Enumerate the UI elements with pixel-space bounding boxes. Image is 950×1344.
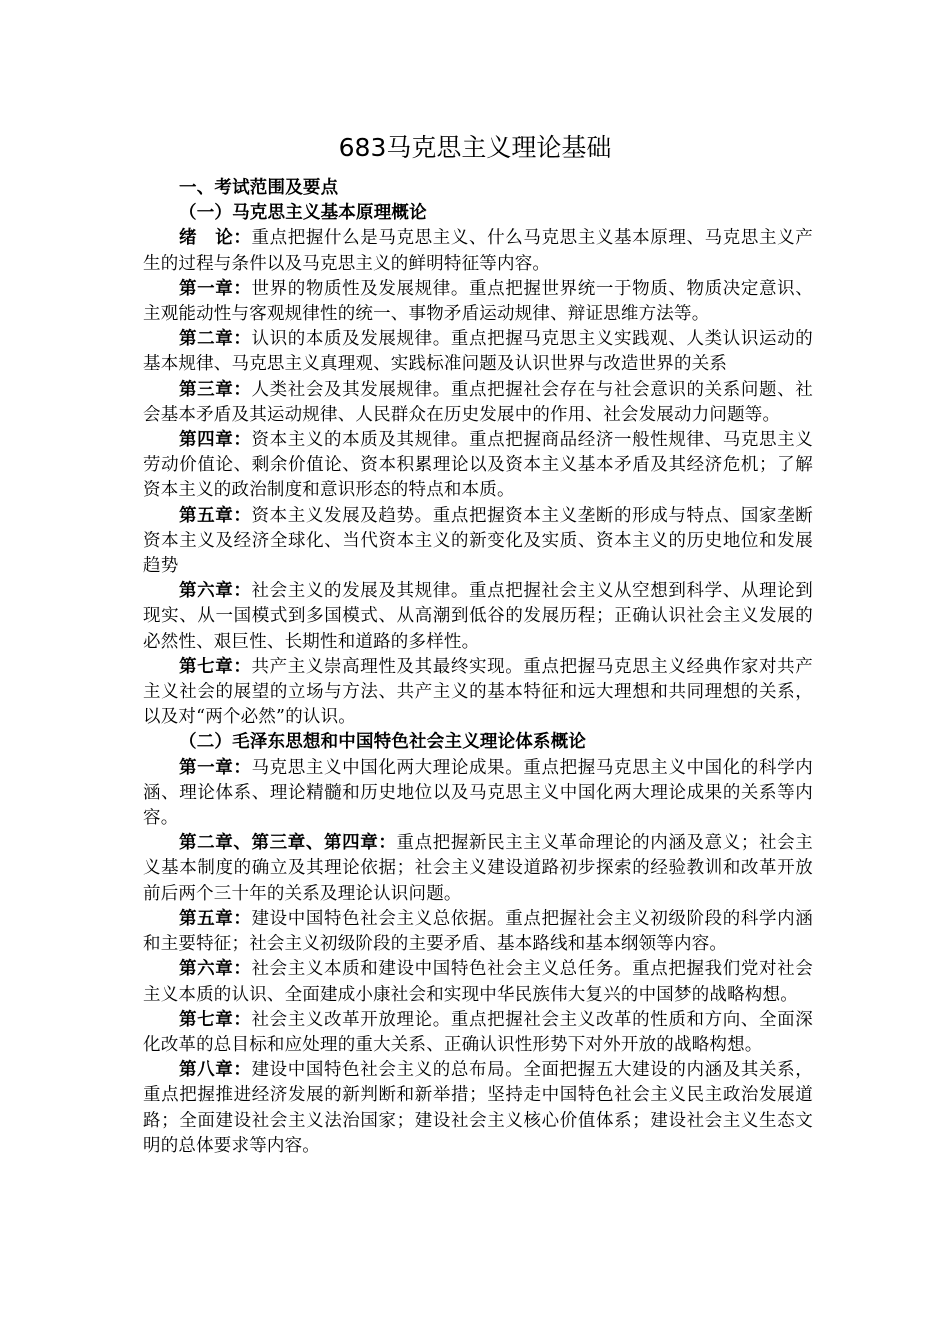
- chapter-label: 第一章：: [179, 278, 252, 299]
- part1-item-1: [143, 277, 813, 327]
- chapter-label: 第二章、第三章、第四章：: [179, 833, 397, 854]
- chapter-text: 共产主义崇高理性及其最终实现。重点把握马克思主义经典作家对共产主义社会的展望的立场与方法、共产主义的基本特征和远大理想和共同理想的关系，以及对“两个必然”的认识。: [143, 656, 813, 728]
- chapter-label: 第五章：: [179, 505, 252, 526]
- chapter-label: 第二章：: [179, 329, 252, 350]
- document-body: [143, 176, 813, 1159]
- part1-item-3: [143, 378, 813, 428]
- part1-item-4: [143, 428, 813, 504]
- chapter-text: 重点把握什么是马克思主义、什么马克思主义基本原理、马克思主义产生的过程与条件以及马克思主义的鲜明特征等内容。: [143, 228, 813, 274]
- part2-item-4: [143, 1008, 813, 1058]
- part1-item-7: [143, 655, 813, 731]
- part1-item-6: [143, 579, 813, 655]
- part1-item-0: [143, 226, 813, 276]
- section-heading: 一、考试范围及要点: [179, 178, 339, 198]
- part2-item-0: [143, 756, 813, 832]
- chapter-label: 第五章：: [179, 908, 252, 929]
- chapter-text: 世界的物质性及发展规律。重点把握世界统一于物质、物质决定意识、主观能动性与客观规律性的统一、事物矛盾运动规律、辩证思维方法等。: [143, 278, 813, 325]
- chapter-text: 认识的本质及发展规律。重点把握马克思主义实践观、人类认识运动的基本规律、马克思主义真理观、实践标准问题及认识世界与改造世界的关系: [143, 329, 813, 375]
- chapter-text: 社会主义本质和建设中国特色社会主义总任务。重点把握我们党对社会主义本质的认识、全面建成小康社会和实现中华民族伟大复兴的中国梦的战略构想。: [143, 959, 813, 1005]
- part2-item-5: [143, 1058, 813, 1159]
- part2-item-1: [143, 831, 813, 907]
- chapter-text: 人类社会及其发展规律。重点把握社会存在与社会意识的关系问题、社会基本矛盾及其运动规律、人民群众在历史发展中的作用、社会发展动力问题等。: [143, 379, 813, 425]
- chapter-text: 重点把握新民主主义革命理论的内涵及意义；社会主义基本制度的确立及其理论依据；社会主义建设道路初步探索的经验教训和改革开放前后两个三十年的关系及理论认识问题。: [143, 833, 813, 904]
- document-title: 683马克思主义理论基础: [338, 133, 612, 162]
- part1-heading: （一）马克思主义基本原理概论: [179, 203, 427, 224]
- part2-heading: （二）毛泽东思想和中国特色社会主义理论体系概论: [179, 732, 587, 753]
- chapter-text: 社会主义改革开放理论。重点把握社会主义改革的性质和方向、全面深化改革的总目标和应处理的重大关系、正确认识性形势下对外开放的战略构想。: [143, 1009, 813, 1055]
- chapter-text: 资本主义发展及趋势。重点把握资本主义垄断的形成与特点、国家垄断资本主义及经济全球化、当代资本主义的新变化及实质、资本主义的历史地位和发展趋势: [143, 505, 813, 577]
- part1-item-2: [143, 327, 813, 377]
- chapter-text: 社会主义的发展及其规律。重点把握社会主义从空想到科学、从理论到现实、从一国模式到多国模式、从高潮到低谷的发展历程；正确认识社会主义发展的必然性、艰巨性、长期性和道路的多样性。: [143, 581, 813, 652]
- chapter-label: 第七章：: [179, 656, 252, 677]
- chapter-text: 建设中国特色社会主义的总布局。全面把握五大建设的内涵及其关系，重点把握推进经济发展的新判断和新举措；坚持走中国特色社会主义民主政治发展道路；全面建设社会主义法治国家；建设社会主义核心价值体系；建设社会主义生态文明的总体要求等内容。: [143, 1060, 813, 1156]
- chapter-label: 第一章：: [179, 757, 252, 778]
- chapter-label: 第六章：: [179, 581, 252, 602]
- chapter-text: 资本主义的本质及其规律。重点把握商品经济一般性规律、马克思主义劳动价值论、剩余价值论、资本积累理论以及资本主义基本矛盾及其经济危机；了解资本主义的政治制度和意识形态的特点和本质。: [143, 430, 813, 501]
- chapter-text: 马克思主义中国化两大理论成果。重点把握马克思主义中国化的科学内涵、理论体系、理论精髓和历史地位以及马克思主义中国化两大理论成果的关系等内容。: [143, 757, 813, 829]
- chapter-label: 第八章：: [179, 1060, 252, 1081]
- part2-item-2: [143, 907, 813, 957]
- chapter-text: 建设中国特色社会主义总依据。重点把握社会主义初级阶段的科学内涵和主要特征；社会主义初级阶段的主要矛盾、基本路线和基本纲领等内容。: [143, 908, 813, 955]
- chapter-label: 第七章：: [179, 1009, 252, 1030]
- chapter-label: 第三章：: [179, 379, 252, 400]
- chapter-label: 绪 论：: [179, 228, 252, 249]
- chapter-label: 第四章：: [179, 430, 252, 451]
- part2-item-3: [143, 957, 813, 1007]
- part1-item-5: [143, 504, 813, 580]
- chapter-label: 第六章：: [179, 959, 252, 980]
